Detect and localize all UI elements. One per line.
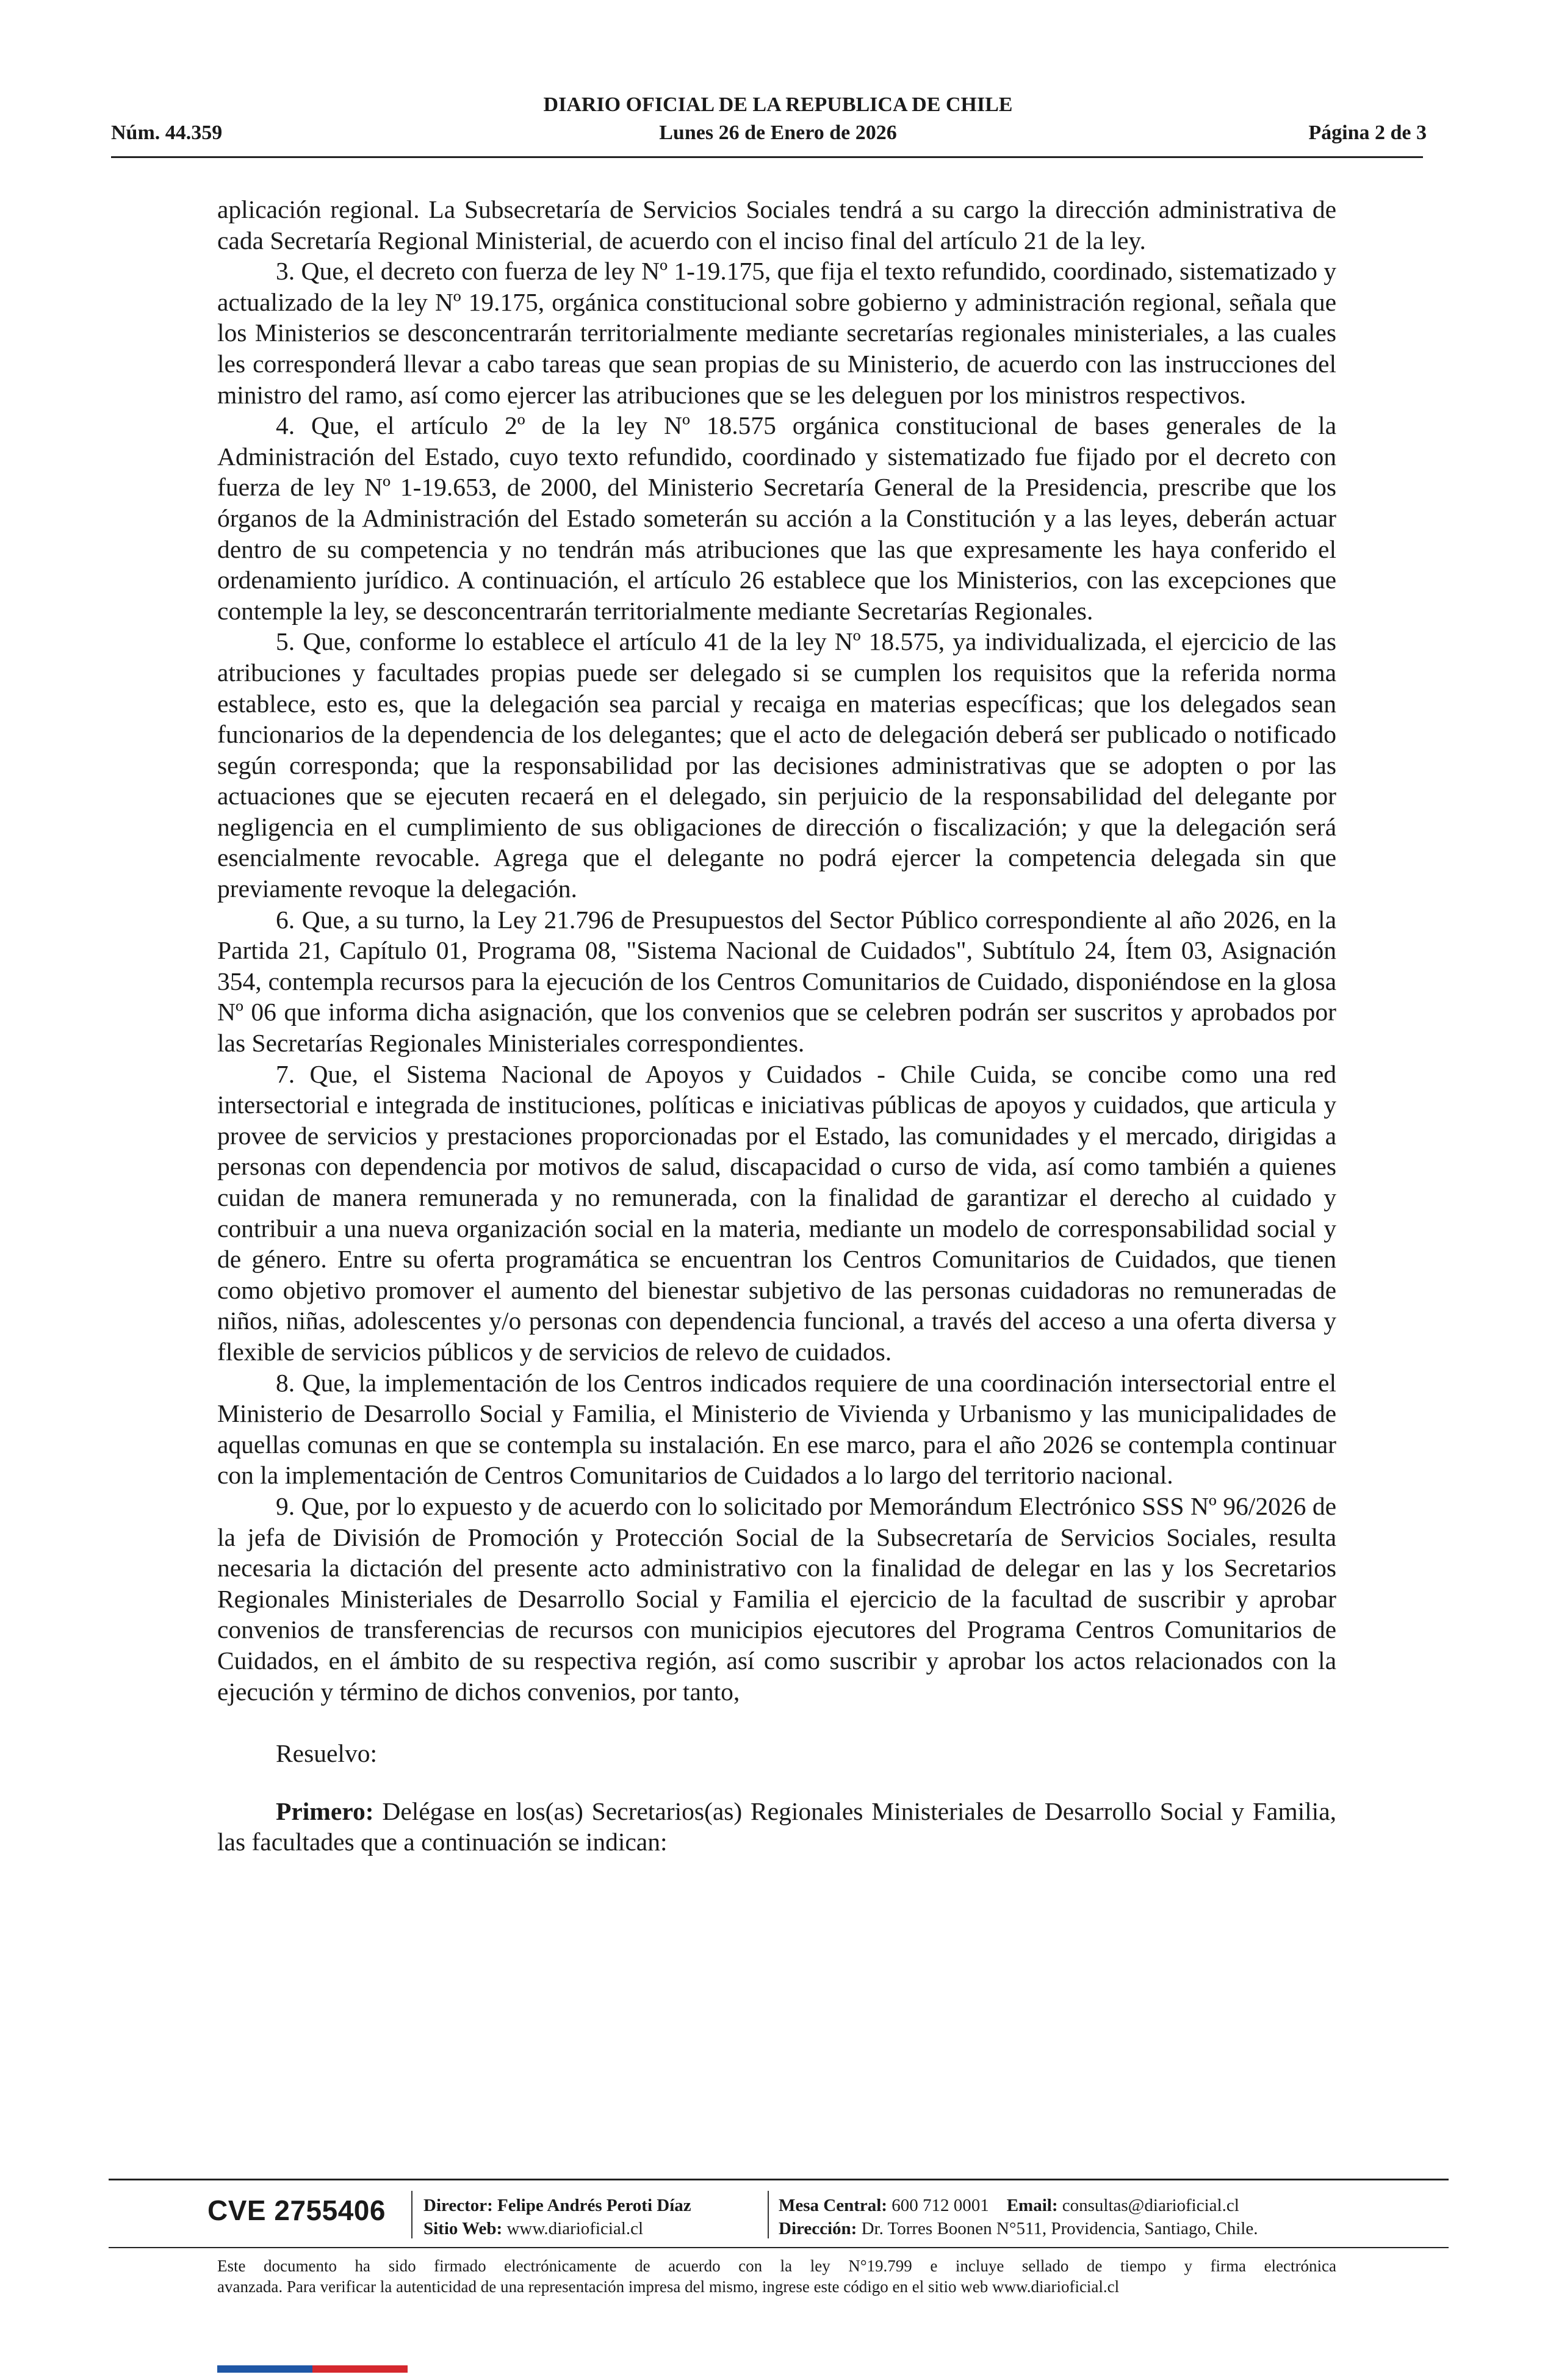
- publication-title: DIARIO OFICIAL DE LA REPUBLICA DE CHILE: [543, 93, 1013, 116]
- paragraph-3: 3. Que, el decreto con fuerza de ley Nº 1-19.175, que fija el texto refundido, coordinado, sistematizado y actualizado de la ley Nº 19.175, orgánica constitucional sobre gobierno y administración regional, señala que los Ministerios se desconcentrarán territorialmente mediante secretarías regionales ministeriales, a las cuales les corresponderá llevar a cabo tareas que sean propias de su Ministerio, de acuerdo con las instrucciones del ministro del ramo, así como ejercer las atribuciones que se les deleguen por los ministros respectivos.: [217, 257, 1336, 409]
- resolution-heading: Resuelvo:: [276, 1739, 377, 1768]
- legal-line-1: Este documento ha sido firmado electrónicamente de acuerdo con la ley N°19.799 e incluye sellado de tiempo y firma electrónica: [217, 2257, 1336, 2275]
- legal-line-2: avanzada. Para verificar la autenticidad de una representación impresa del mismo, ingrese este código en el sitio web www.diarioficial.cl: [217, 2277, 1120, 2296]
- email-link[interactable]: consultas@diarioficial.cl: [1062, 2196, 1239, 2215]
- header-divider: [111, 156, 1423, 158]
- email-label: Email:: [1006, 2196, 1058, 2215]
- address-value: Dr. Torres Boonen N°511, Providencia, Santiago, Chile.: [861, 2219, 1258, 2238]
- site-link[interactable]: www.diarioficial.cl: [506, 2219, 644, 2238]
- paragraph-4: 4. Que, el artículo 2º de la ley Nº 18.575 orgánica constitucional de bases generales de la Administración del Estado, cuyo texto refundido, coordinado y sistematizado fue fijado por el decreto con fuerza de ley Nº 1-19.653, de 2000, del Ministerio Secretaría General de la Presidencia, prescribe que los órganos de la Administración del Estado someterán su acción a la Constitución y a las leyes, deberán actuar dentro de su competencia y no tendrán más atribuciones que las que expresamente les haya conferido el ordenamiento jurídico. A continuación, el artículo 26 establece que los Ministerios, con las excepciones que contemple la ley, se desconcentrarán territorialmente mediante Secretarías Regionales.: [217, 411, 1336, 625]
- flag-red-segment: [312, 2365, 408, 2373]
- legal-notice: [217, 2256, 1336, 2297]
- document-body: [217, 194, 1336, 1858]
- chile-flag-stripe: [217, 2365, 408, 2373]
- site-label: Sitio Web:: [423, 2219, 503, 2238]
- footer-contact-block: [779, 2194, 1258, 2240]
- paragraph-6: 6. Que, a su turno, la Ley 21.796 de Presupuestos del Sector Público correspondiente al año 2026, en la Partida 21, Capítulo 01, Programa 08, "Sistema Nacional de Cuidados", Subtítulo 24, Ítem 03, Asignación 354, contempla recursos para la ejecución de los Centros Comunitarios de Cuidado, disponiéndose en la glosa Nº 06 que informa dicha asignación, que los convenios que se celebren podrán ser suscritos y aprobados por las Secretarías Regionales Ministeriales correspondientes.: [217, 905, 1336, 1058]
- mesa-label: Mesa Central:: [779, 2196, 887, 2215]
- paragraph-9: 9. Que, por lo expuesto y de acuerdo con lo solicitado por Memorándum Electrónico SSS Nº 96/2026 de la jefa de División de Promoción y Protección Social de la Subsecretaría de Servicios Sociales, resulta necesaria la dictación del presente acto administrativo con la finalidad de delegar en las y los Secretarios Regionales Ministeriales de Desarrollo Social y Familia el ejercicio de la facultad de suscribir y aprobar convenios de transferencias de recursos con municipios ejecutores del Programa Centros Comunitarios de Cuidados, en el ámbito de su respectiva región, así como suscribir y aprobar los actos relacionados con la ejecución y término de dichos convenios, por tanto,: [217, 1491, 1336, 1706]
- address-label: Dirección:: [779, 2219, 857, 2238]
- cve-code: CVE 2755406: [207, 2194, 386, 2226]
- issue-number: Núm. 44.359: [111, 121, 223, 144]
- footer-separator: [411, 2191, 412, 2238]
- footer-divider: [109, 2179, 1449, 2180]
- first-label: Primero:: [276, 1797, 374, 1825]
- footer-separator: [768, 2191, 769, 2238]
- director-label: Director:: [423, 2196, 493, 2215]
- footer-director-block: [423, 2194, 691, 2240]
- paragraph-7: 7. Que, el Sistema Nacional de Apoyos y Cuidados - Chile Cuida, se concibe como una red intersectorial e integrada de instituciones, políticas e iniciativas públicas de apoyos y cuidados, que articula y provee de servicios y prestaciones proporcionadas por el Estado, las comunidades y el mercado, dirigidas a personas con dependencia por motivos de salud, discapacidad o curso de vida, así como también a quienes cuidan de manera remunerada y no remunerada, con la finalidad de garantizar el derecho al cuidado y contribuir a una nueva organización social en la materia, mediante un modelo de corresponsabilidad social y de género. Entre su oferta programática se encuentran los Centros Comunitarios de Cuidados, que tienen como objetivo promover el aumento del bienestar subjetivo de las personas cuidadoras no remuneradas de niños, niñas, adolescentes y/o personas con dependencia funcional, a través del acceso a una oferta diversa y flexible de servicios públicos y de servicios de relevo de cuidados.: [217, 1059, 1336, 1366]
- page-indicator: Página 2 de 3: [1308, 121, 1427, 144]
- paragraph-8: 8. Que, la implementación de los Centros indicados requiere de una coordinación intersectorial entre el Ministerio de Desarrollo Social y Familia, el Ministerio de Vivienda y Urbanismo y las municipalidades de aquellas comunas en que se contempla su instalación. En ese marco, para el año 2026 se contempla continuar con la implementación de Centros Comunitarios de Cuidados a lo largo del territorio nacional.: [217, 1368, 1336, 1490]
- footer-divider-secondary: [109, 2247, 1449, 2248]
- director-name: Felipe Andrés Peroti Díaz: [497, 2196, 691, 2215]
- issue-date: Lunes 26 de Enero de 2026: [659, 121, 897, 144]
- first-text: Delégase en los(as) Secretarios(as) Regionales Ministeriales de Desarrollo Social y Familia, las facultades que a continuación se indican:: [217, 1797, 1336, 1856]
- paragraph-continuation: aplicación regional. La Subsecretaría de Servicios Sociales tendrá a su cargo la dirección administrativa de cada Secretaría Regional Ministerial, de acuerdo con el inciso final del artículo 21 de la ley.: [217, 195, 1336, 254]
- mesa-phone: 600 712 0001: [891, 2196, 989, 2215]
- flag-blue-segment: [217, 2365, 312, 2373]
- resolution-first: [217, 1796, 1336, 1858]
- paragraph-5: 5. Que, conforme lo establece el artículo 41 de la ley Nº 18.575, ya individualizada, el ejercicio de las atribuciones y facultades propias puede ser delegado si se cumplen los requisitos que la referida norma establece, esto es, que la delegación sea parcial y recaiga en materias específicas; que los delegados sean funcionarios de la dependencia de los delegantes; que el acto de delegación deberá ser publicado o notificado según corresponda; que la responsabilidad por las decisiones administrativas que se adopten o por las actuaciones que se ejecuten recaerá en el delegado, sin perjuicio de la responsabilidad del delegante por negligencia en el cumplimiento de sus obligaciones de dirección o fiscalización; y que la delegación será esencialmente revocable. Agrega que el delegante no podrá ejercer la competencia delegada sin que previamente revoque la delegación.: [217, 627, 1336, 903]
